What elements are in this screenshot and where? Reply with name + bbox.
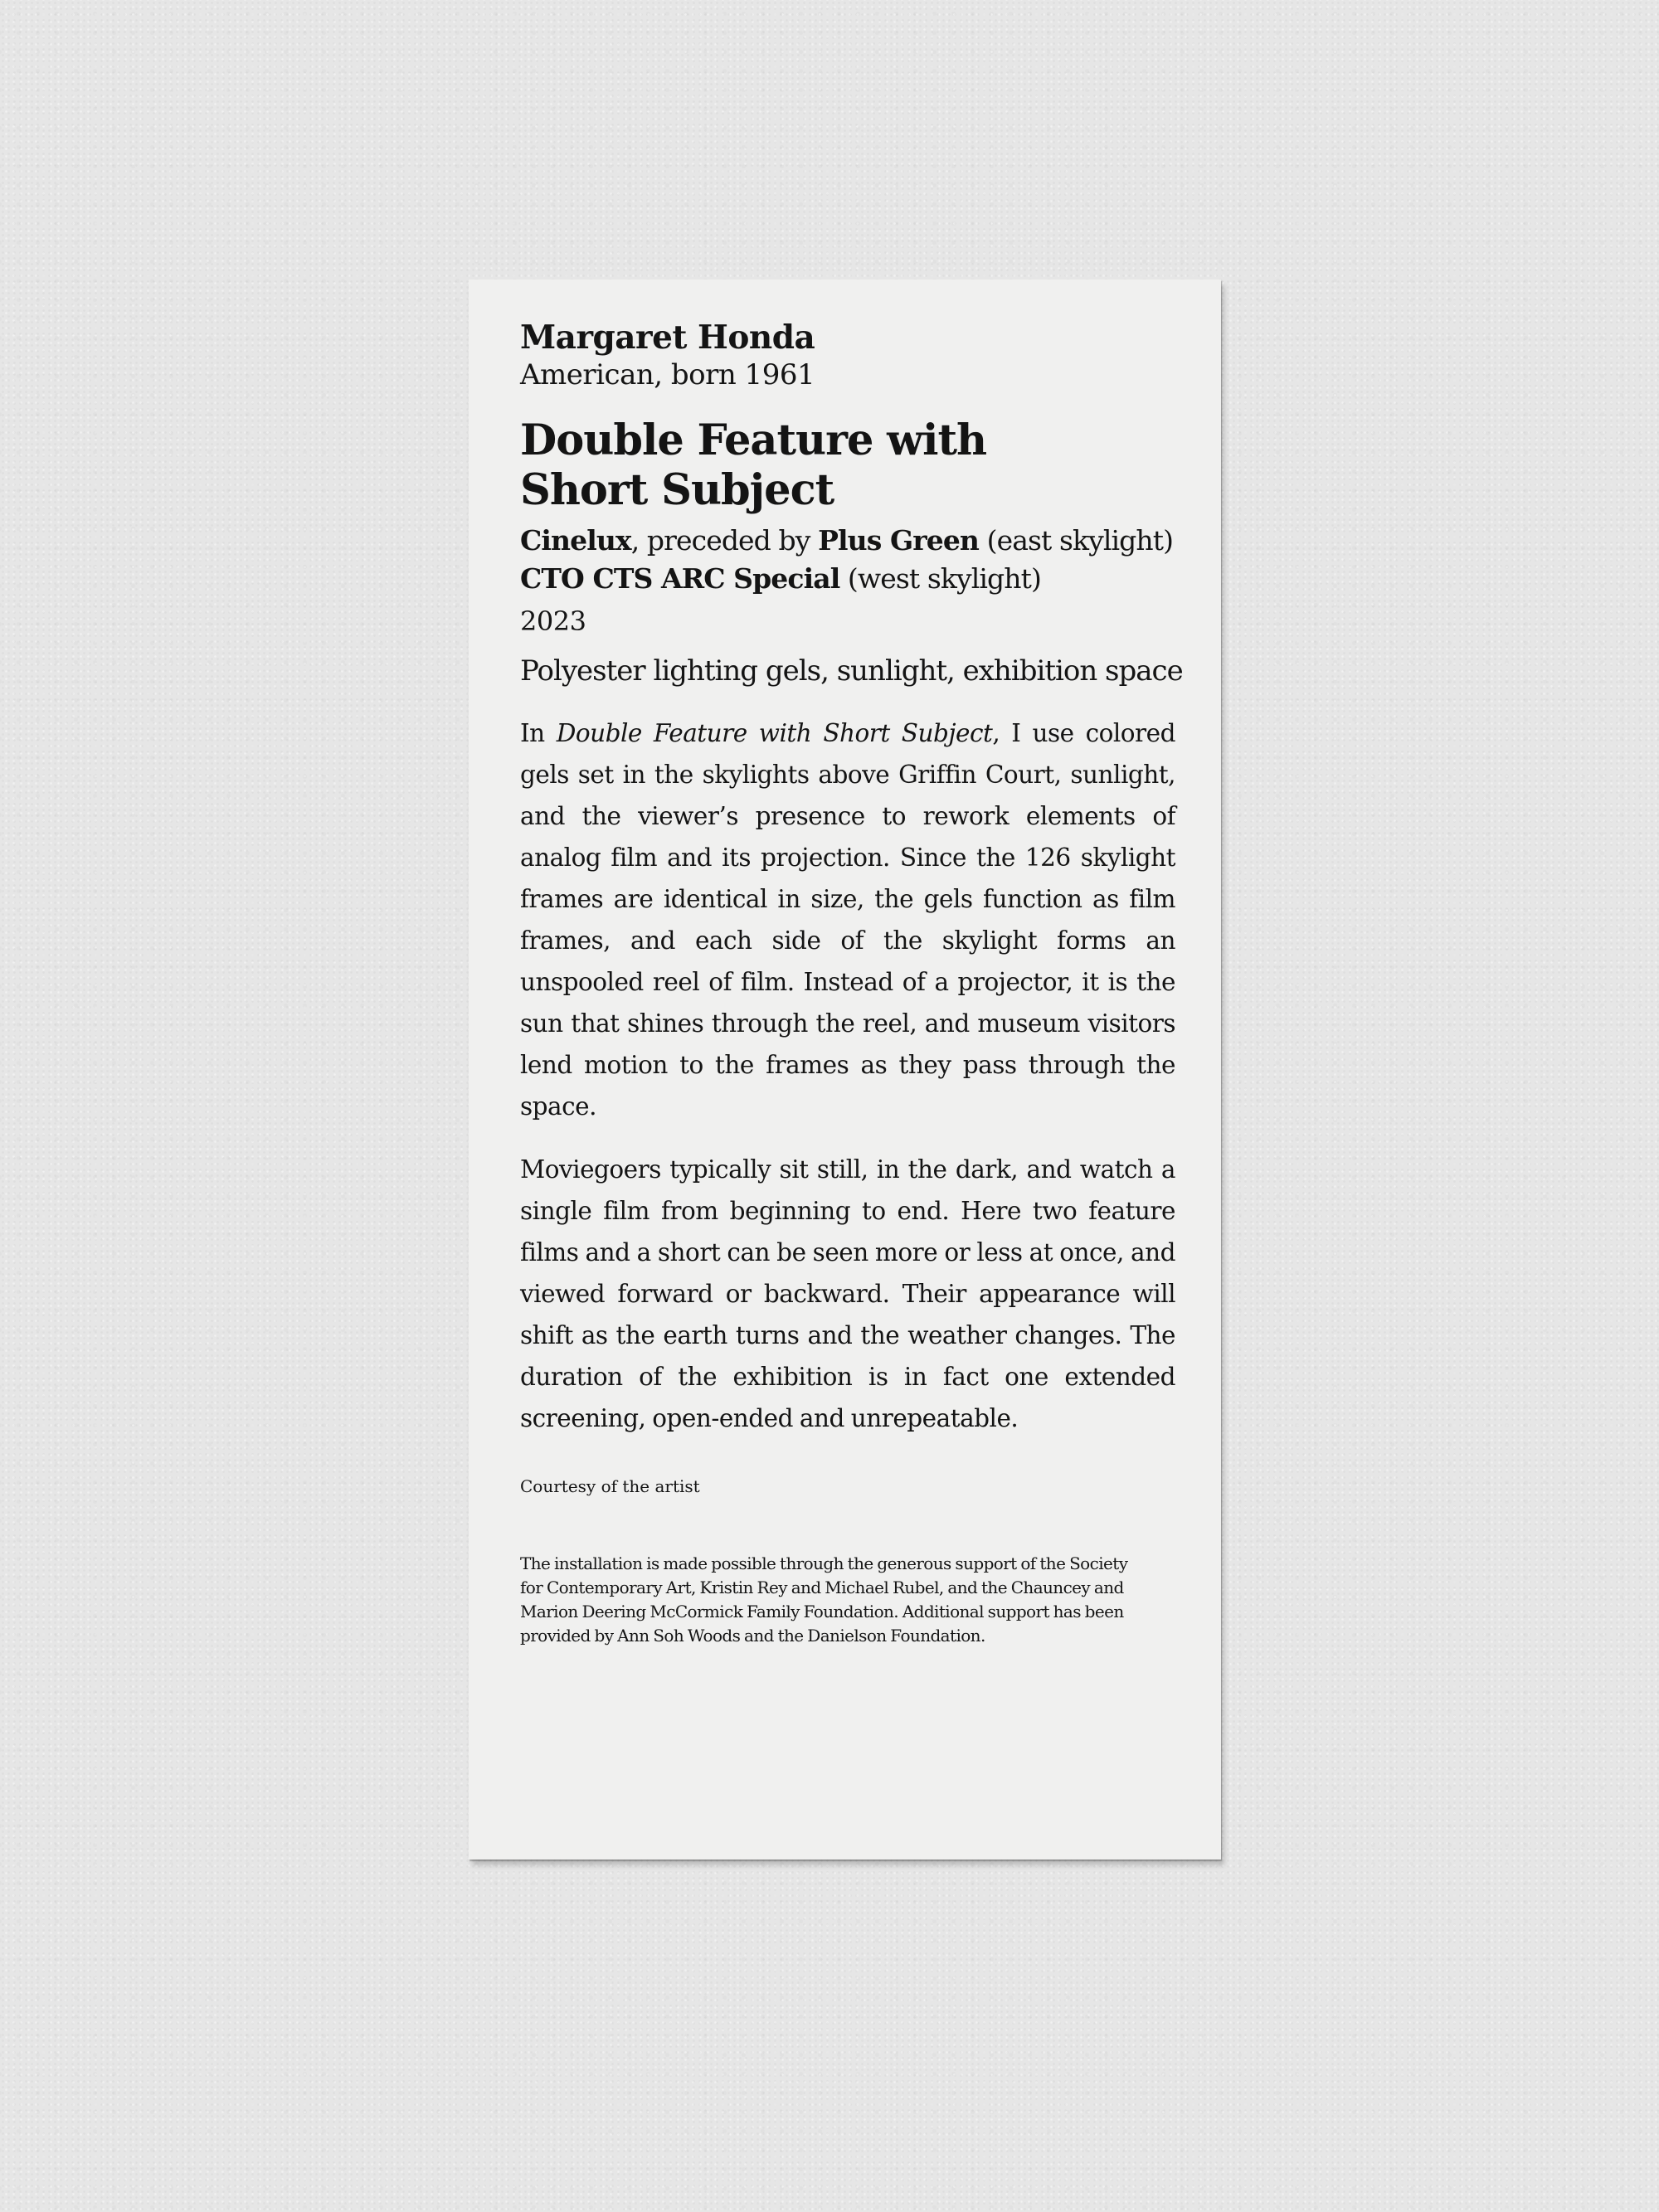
paragraph-title-italic: Double Feature with Short Subject (556, 719, 993, 747)
paragraph-body: , I use colored gels set in the skylights above Griffin Court, sunlight, and the viewer’s presence to rework elements of analog film and its projection. Since the 126 skylight frames are identical in size, the gels function as film frames, and each side of the skylight forms an unspooled reel of film. Instead of a projector, it is the sun that shines through the reel, and museum visitors lend motion to the frames as they pass through the space. (520, 719, 1175, 1121)
subtitle-line-west (520, 560, 1175, 598)
artist-name: Margaret Honda (520, 318, 815, 357)
artwork-title-line: Short Subject (520, 465, 834, 515)
wall-label-content (520, 318, 1183, 1648)
wall-label-card (469, 280, 1221, 1860)
gel-name-cinelux: Cinelux (520, 524, 631, 557)
gel-name-cto-cts-arc: CTO CTS ARC Special (520, 562, 840, 595)
support-line: Marion Deering McCormick Family Foundation. Additional support has been (520, 1602, 1124, 1621)
support-line: provided by Ann Soh Woods and the Danielson Foundation. (520, 1626, 985, 1646)
subtitle-text: , preceded by (630, 524, 819, 557)
support-line: for Contemporary Art, Kristin Rey and Michael Rubel, and the Chauncey and (520, 1578, 1124, 1597)
description-paragraph-1 (520, 712, 1175, 1127)
artwork-title-line: Double Feature with (520, 416, 987, 465)
artwork-subtitle (520, 522, 1175, 598)
subtitle-line-east (520, 522, 1175, 560)
subtitle-text: (west skylight) (839, 562, 1041, 595)
artist-nationality: American, born 1961 (520, 358, 815, 391)
artwork-title (520, 416, 1175, 515)
paragraph-lead: In (520, 719, 557, 747)
credit-line: Courtesy of the artist (520, 1476, 700, 1496)
gel-name-plus-green: Plus Green (818, 524, 980, 557)
artwork-medium: Polyester lighting gels, sunlight, exhibition space (520, 654, 1183, 688)
artwork-year: 2023 (520, 605, 586, 637)
support-acknowledgement (520, 1552, 1175, 1648)
description-paragraph-2: Moviegoers typically sit still, in the dark, and watch a single film from beginning to end. Here two feature films and a short can be seen more or less at once, and viewed forward or backward. Their appearance will shift as the earth turns and the weather changes. The duration of the exhibition is in fact one extended screening, open-ended and unrepeatable. (520, 1155, 1175, 1432)
support-line: The installation is made possible through the generous support of the Society (520, 1553, 1128, 1573)
subtitle-text: (east skylight) (979, 524, 1174, 557)
